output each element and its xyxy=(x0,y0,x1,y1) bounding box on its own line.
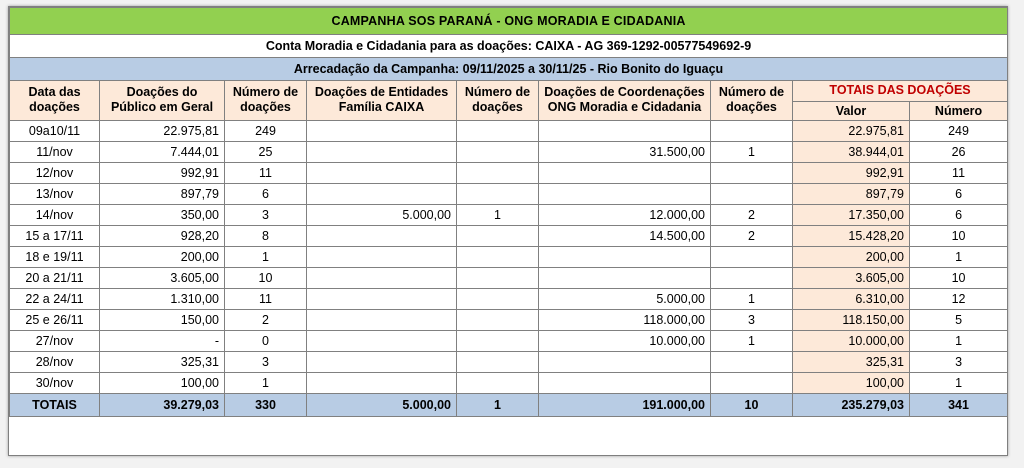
cell-totals-value: 100,00 xyxy=(793,372,910,393)
cell-coord-donations: 12.000,00 xyxy=(539,204,711,225)
cell-coord-count xyxy=(711,372,793,393)
cell-entities-count xyxy=(457,162,539,183)
cell-date: 30/nov xyxy=(10,372,100,393)
cell-date: 28/nov xyxy=(10,351,100,372)
header-entities-donations: Doações de Entidades Família CAIXA xyxy=(307,81,457,121)
table-row xyxy=(10,183,1008,204)
cell-public-count: 1 xyxy=(225,246,307,267)
page-title: CAMPANHA SOS PARANÁ - ONG MORADIA E CIDADANIA xyxy=(10,8,1008,35)
table-row xyxy=(10,162,1008,183)
cell-entities-count xyxy=(457,330,539,351)
cell-totals-count: 1 xyxy=(910,330,1008,351)
cell-coord-count: 3 xyxy=(711,309,793,330)
cell-date: 13/nov xyxy=(10,183,100,204)
cell-public-count: 0 xyxy=(225,330,307,351)
cell-coord-donations xyxy=(539,246,711,267)
cell-date: 22 a 24/11 xyxy=(10,288,100,309)
cell-coord-donations xyxy=(539,183,711,204)
table-row xyxy=(10,267,1008,288)
header-entities-count: Número de doações xyxy=(457,81,539,121)
cell-entities-count xyxy=(457,225,539,246)
cell-entities-donations xyxy=(307,372,457,393)
document-period-row xyxy=(10,58,1008,81)
cell-coord-count xyxy=(711,246,793,267)
cell-totals-value: 22.975,81 xyxy=(793,120,910,141)
cell-entities-donations: 5.000,00 xyxy=(307,204,457,225)
cell-coord-donations: 5.000,00 xyxy=(539,288,711,309)
cell-public-count: 11 xyxy=(225,288,307,309)
cell-totals-count: 10 xyxy=(910,225,1008,246)
cell-date: 27/nov xyxy=(10,330,100,351)
cell-date: 12/nov xyxy=(10,162,100,183)
cell-public-donations: 150,00 xyxy=(100,309,225,330)
cell-date: 11/nov xyxy=(10,141,100,162)
table-row xyxy=(10,120,1008,141)
totals-entities-donations: 5.000,00 xyxy=(307,393,457,416)
cell-date: 18 e 19/11 xyxy=(10,246,100,267)
cell-coord-donations: 14.500,00 xyxy=(539,225,711,246)
cell-totals-value: 6.310,00 xyxy=(793,288,910,309)
totals-public-donations: 39.279,03 xyxy=(100,393,225,416)
table-row xyxy=(10,288,1008,309)
cell-public-donations: 3.605,00 xyxy=(100,267,225,288)
cell-coord-donations xyxy=(539,162,711,183)
cell-totals-value: 118.150,00 xyxy=(793,309,910,330)
cell-totals-count: 26 xyxy=(910,141,1008,162)
cell-public-count: 3 xyxy=(225,204,307,225)
cell-public-count: 8 xyxy=(225,225,307,246)
cell-public-count: 3 xyxy=(225,351,307,372)
cell-public-donations: 928,20 xyxy=(100,225,225,246)
totals-grand-value: 235.279,03 xyxy=(793,393,910,416)
cell-totals-count: 1 xyxy=(910,246,1008,267)
cell-public-count: 249 xyxy=(225,120,307,141)
cell-public-donations: 200,00 xyxy=(100,246,225,267)
cell-public-donations: 1.310,00 xyxy=(100,288,225,309)
cell-totals-count: 3 xyxy=(910,351,1008,372)
cell-entities-donations xyxy=(307,330,457,351)
table-row xyxy=(10,330,1008,351)
cell-totals-value: 38.944,01 xyxy=(793,141,910,162)
cell-coord-count: 2 xyxy=(711,204,793,225)
account-subtitle: Conta Moradia e Cidadania para as doações: CAIXA - AG 369-1292-00577549692-9 xyxy=(10,35,1008,58)
cell-totals-count: 1 xyxy=(910,372,1008,393)
cell-date: 15 a 17/11 xyxy=(10,225,100,246)
table-header-row xyxy=(10,81,1008,102)
cell-public-count: 2 xyxy=(225,309,307,330)
cell-date: 25 e 26/11 xyxy=(10,309,100,330)
totals-entities-count: 1 xyxy=(457,393,539,416)
cell-public-count: 6 xyxy=(225,183,307,204)
cell-coord-donations: 118.000,00 xyxy=(539,309,711,330)
cell-entities-donations xyxy=(307,141,457,162)
cell-totals-value: 10.000,00 xyxy=(793,330,910,351)
cell-entities-count xyxy=(457,246,539,267)
cell-entities-count xyxy=(457,267,539,288)
cell-public-donations: 325,31 xyxy=(100,351,225,372)
header-coord-count: Número de doações xyxy=(711,81,793,121)
header-date: Data das doações xyxy=(10,81,100,121)
campaign-period: Arrecadação da Campanha: 09/11/2025 a 30/11/25 - Rio Bonito do Iguaçu xyxy=(10,58,1008,81)
document-title-row xyxy=(10,8,1008,35)
cell-public-donations: 100,00 xyxy=(100,372,225,393)
cell-entities-donations xyxy=(307,162,457,183)
cell-coord-donations xyxy=(539,351,711,372)
table-row xyxy=(10,351,1008,372)
cell-totals-count: 10 xyxy=(910,267,1008,288)
cell-totals-value: 200,00 xyxy=(793,246,910,267)
cell-coord-count xyxy=(711,120,793,141)
cell-entities-count xyxy=(457,120,539,141)
table-row xyxy=(10,246,1008,267)
table-row xyxy=(10,372,1008,393)
cell-entities-donations xyxy=(307,267,457,288)
donations-sheet xyxy=(8,6,1008,456)
cell-entities-donations xyxy=(307,225,457,246)
table-row xyxy=(10,141,1008,162)
cell-entities-count xyxy=(457,351,539,372)
totals-coord-donations: 191.000,00 xyxy=(539,393,711,416)
cell-public-count: 25 xyxy=(225,141,307,162)
cell-public-count: 11 xyxy=(225,162,307,183)
table-row xyxy=(10,309,1008,330)
cell-totals-count: 12 xyxy=(910,288,1008,309)
cell-entities-count xyxy=(457,372,539,393)
cell-coord-donations xyxy=(539,120,711,141)
cell-coord-donations xyxy=(539,372,711,393)
cell-totals-count: 5 xyxy=(910,309,1008,330)
cell-coord-count: 2 xyxy=(711,225,793,246)
cell-public-donations: 350,00 xyxy=(100,204,225,225)
cell-entities-donations xyxy=(307,288,457,309)
cell-coord-count: 1 xyxy=(711,330,793,351)
cell-coord-donations: 10.000,00 xyxy=(539,330,711,351)
cell-coord-donations: 31.500,00 xyxy=(539,141,711,162)
cell-entities-donations xyxy=(307,309,457,330)
cell-coord-donations xyxy=(539,267,711,288)
cell-totals-value: 3.605,00 xyxy=(793,267,910,288)
cell-entities-donations xyxy=(307,246,457,267)
cell-entities-count: 1 xyxy=(457,204,539,225)
cell-entities-donations xyxy=(307,183,457,204)
cell-coord-count xyxy=(711,162,793,183)
cell-totals-value: 897,79 xyxy=(793,183,910,204)
cell-date: 09a10/11 xyxy=(10,120,100,141)
cell-totals-count: 6 xyxy=(910,183,1008,204)
cell-public-donations: 22.975,81 xyxy=(100,120,225,141)
cell-public-donations: 897,79 xyxy=(100,183,225,204)
cell-date: 14/nov xyxy=(10,204,100,225)
cell-totals-value: 17.350,00 xyxy=(793,204,910,225)
document-subtitle-row xyxy=(10,35,1008,58)
totals-public-count: 330 xyxy=(225,393,307,416)
totals-row xyxy=(10,393,1008,416)
donations-table xyxy=(9,7,1008,417)
cell-date: 20 a 21/11 xyxy=(10,267,100,288)
cell-totals-count: 11 xyxy=(910,162,1008,183)
totals-grand-count: 341 xyxy=(910,393,1008,416)
cell-coord-count xyxy=(711,351,793,372)
cell-coord-count xyxy=(711,183,793,204)
header-public-donations: Doações do Público em Geral xyxy=(100,81,225,121)
header-public-count: Número de doações xyxy=(225,81,307,121)
cell-totals-value: 15.428,20 xyxy=(793,225,910,246)
header-totals-group: TOTAIS DAS DOAÇÕES xyxy=(793,81,1008,102)
cell-public-count: 10 xyxy=(225,267,307,288)
table-row xyxy=(10,204,1008,225)
cell-totals-value: 992,91 xyxy=(793,162,910,183)
cell-entities-count xyxy=(457,288,539,309)
totals-label: TOTAIS xyxy=(10,393,100,416)
totals-coord-count: 10 xyxy=(711,393,793,416)
header-coord-donations: Doações de Coordenações ONG Moradia e Cidadania xyxy=(539,81,711,121)
cell-totals-count: 249 xyxy=(910,120,1008,141)
cell-public-donations: 992,91 xyxy=(100,162,225,183)
cell-totals-value: 325,31 xyxy=(793,351,910,372)
cell-entities-count xyxy=(457,183,539,204)
header-totals-value: Valor xyxy=(793,101,910,120)
cell-entities-donations xyxy=(307,120,457,141)
cell-entities-count xyxy=(457,141,539,162)
cell-entities-donations xyxy=(307,351,457,372)
cell-coord-count xyxy=(711,267,793,288)
cell-coord-count: 1 xyxy=(711,288,793,309)
header-totals-count: Número xyxy=(910,101,1008,120)
table-row xyxy=(10,225,1008,246)
cell-coord-count: 1 xyxy=(711,141,793,162)
cell-public-donations: 7.444,01 xyxy=(100,141,225,162)
table-body xyxy=(10,120,1008,416)
cell-totals-count: 6 xyxy=(910,204,1008,225)
cell-public-donations: - xyxy=(100,330,225,351)
cell-entities-count xyxy=(457,309,539,330)
cell-public-count: 1 xyxy=(225,372,307,393)
